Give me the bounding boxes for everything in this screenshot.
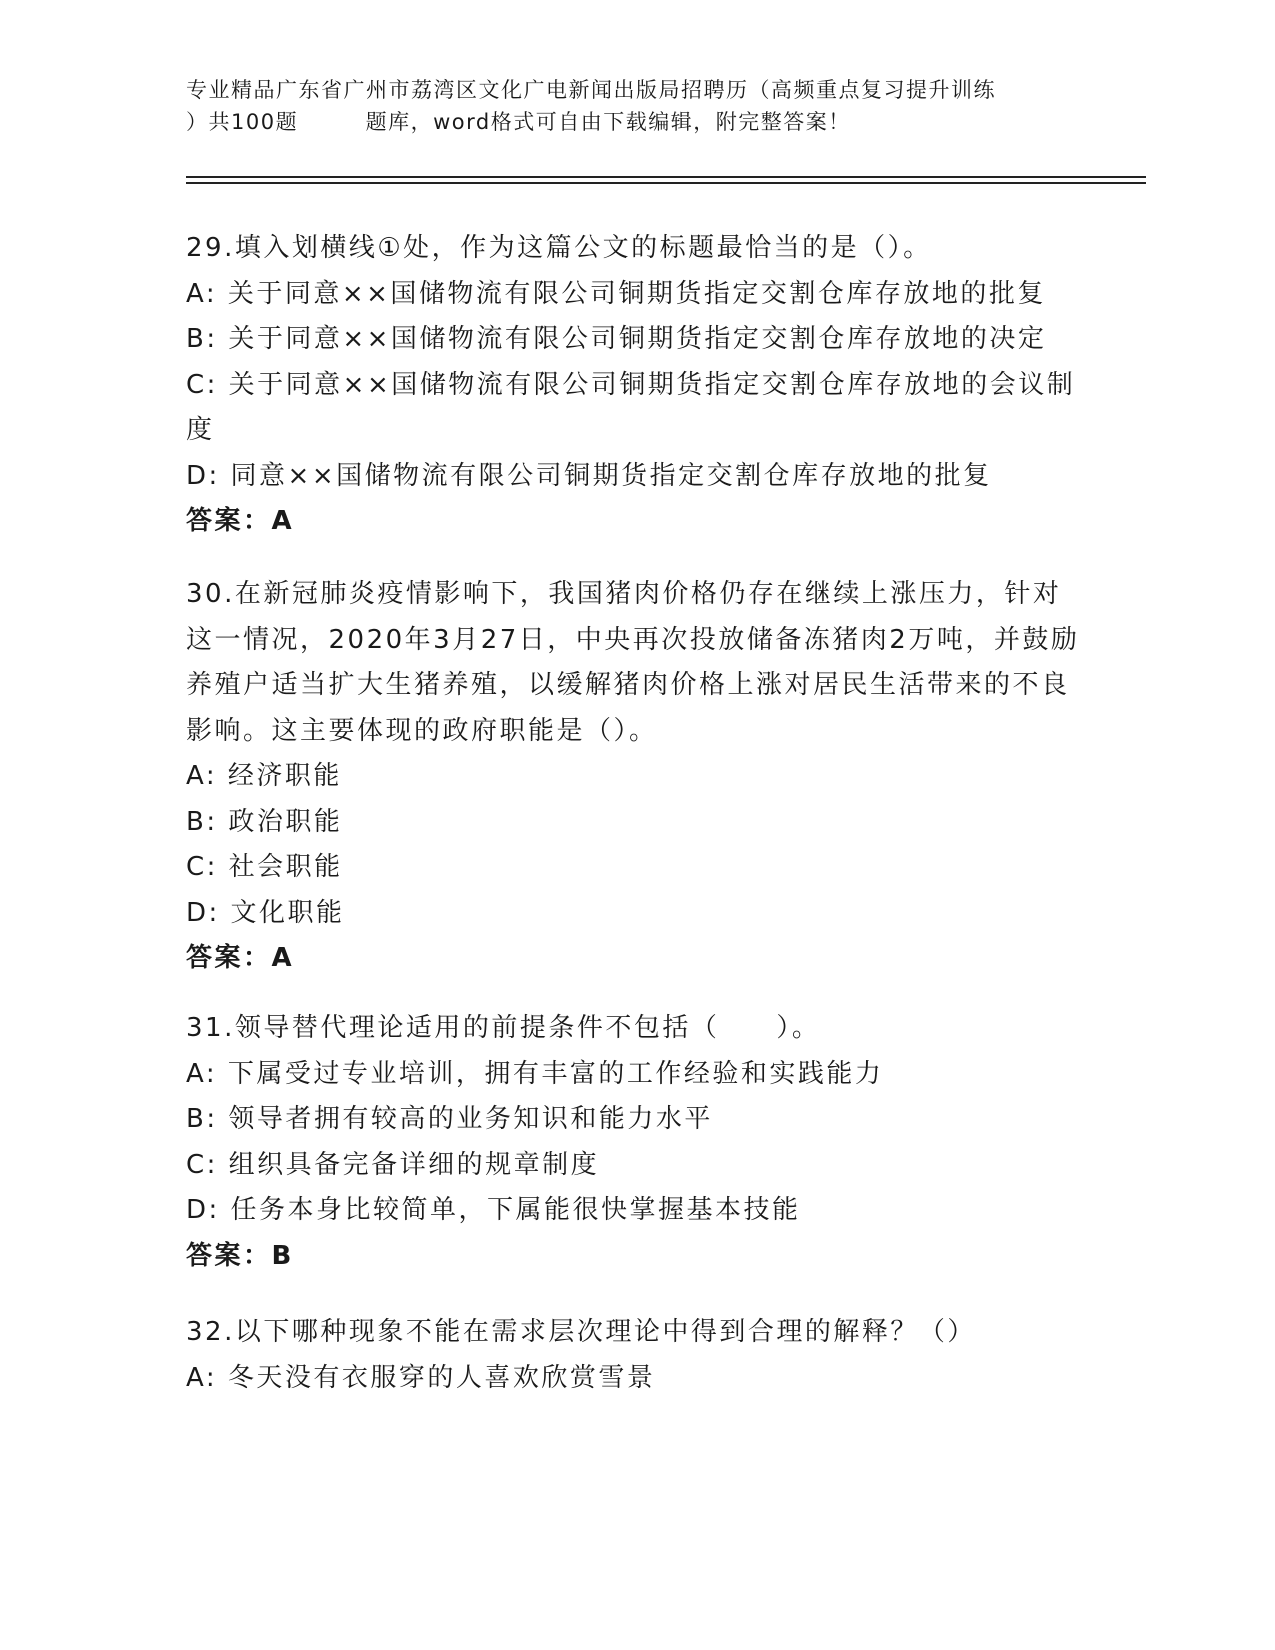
option-a: A: 关于同意××国储物流有限公司铜期货指定交割仓库存放地的批复 xyxy=(186,278,1046,309)
answer-line xyxy=(186,499,1086,545)
question-stem: 31.领导替代理论适用的前提条件不包括（ ）。 xyxy=(186,1013,821,1043)
option-b: B: 关于同意××国储物流有限公司铜期货指定交割仓库存放地的决定 xyxy=(186,324,1047,354)
answer-label: 答案： xyxy=(186,943,272,973)
question-29 xyxy=(186,226,1086,545)
option-a: A: 冬天没有衣服穿的人喜欢欣赏雪景 xyxy=(186,1362,656,1393)
answer-value: A xyxy=(271,506,295,536)
answer-label: 答案： xyxy=(186,1240,272,1271)
question-stem: 32.以下哪种现象不能在需求层次理论中得到合理的解释？（） xyxy=(186,1317,976,1347)
option-d: D: 同意××国储物流有限公司铜期货指定交割仓库存放地的批复 xyxy=(186,460,992,491)
question-31 xyxy=(186,1006,1086,1279)
option-c: C: 关于同意××国储物流有限公司铜期货指定交割仓库存放地的会议制度 xyxy=(186,369,1076,445)
option-a: A: 下属受过专业培训，拥有丰富的工作经验和实践能力 xyxy=(186,1058,884,1089)
answer-line xyxy=(186,936,1086,982)
question-30 xyxy=(186,572,1086,982)
answer-label: 答案： xyxy=(186,506,272,536)
option-c: C: 组织具备完备详细的规章制度 xyxy=(186,1149,600,1180)
header-line-1: 专业精品广东省广州市荔湾区文化广电新闻出版局招聘历（高频重点复习提升训练 xyxy=(186,78,996,102)
header-divider-top xyxy=(186,176,1146,178)
option-b: B: 政治职能 xyxy=(186,806,343,837)
document-header xyxy=(186,74,1086,138)
answer-value: A xyxy=(271,943,295,973)
option-a: A: 经济职能 xyxy=(186,761,342,791)
option-d: D: 文化职能 xyxy=(186,897,345,928)
option-b: B: 领导者拥有较高的业务知识和能力水平 xyxy=(186,1104,713,1134)
answer-value: B xyxy=(271,1240,294,1271)
header-line-2: ）共100题 题库，word格式可自由下载编辑，附完整答案！ xyxy=(186,110,851,134)
header-divider-bottom xyxy=(186,182,1146,184)
answer-line xyxy=(186,1234,1086,1280)
question-stem: 29.填入划横线①处，作为这篇公文的标题最恰当的是（）。 xyxy=(186,233,932,263)
question-stem: 30.在新冠肺炎疫情影响下，我国猪肉价格仍存在继续上涨压力，针对这一情况，2020年3月27日，中央再次投放储备冻猪肉2万吨，并鼓励养殖户适当扩大生猪养殖，以缓解猪肉价格上涨对居民生活带来的不良影响。这主要体现的政府职能是（）。 xyxy=(186,579,1080,746)
option-c: C: 社会职能 xyxy=(186,852,343,882)
option-d: D: 任务本身比较简单，下属能很快掌握基本技能 xyxy=(186,1195,801,1225)
question-32 xyxy=(186,1310,1086,1401)
